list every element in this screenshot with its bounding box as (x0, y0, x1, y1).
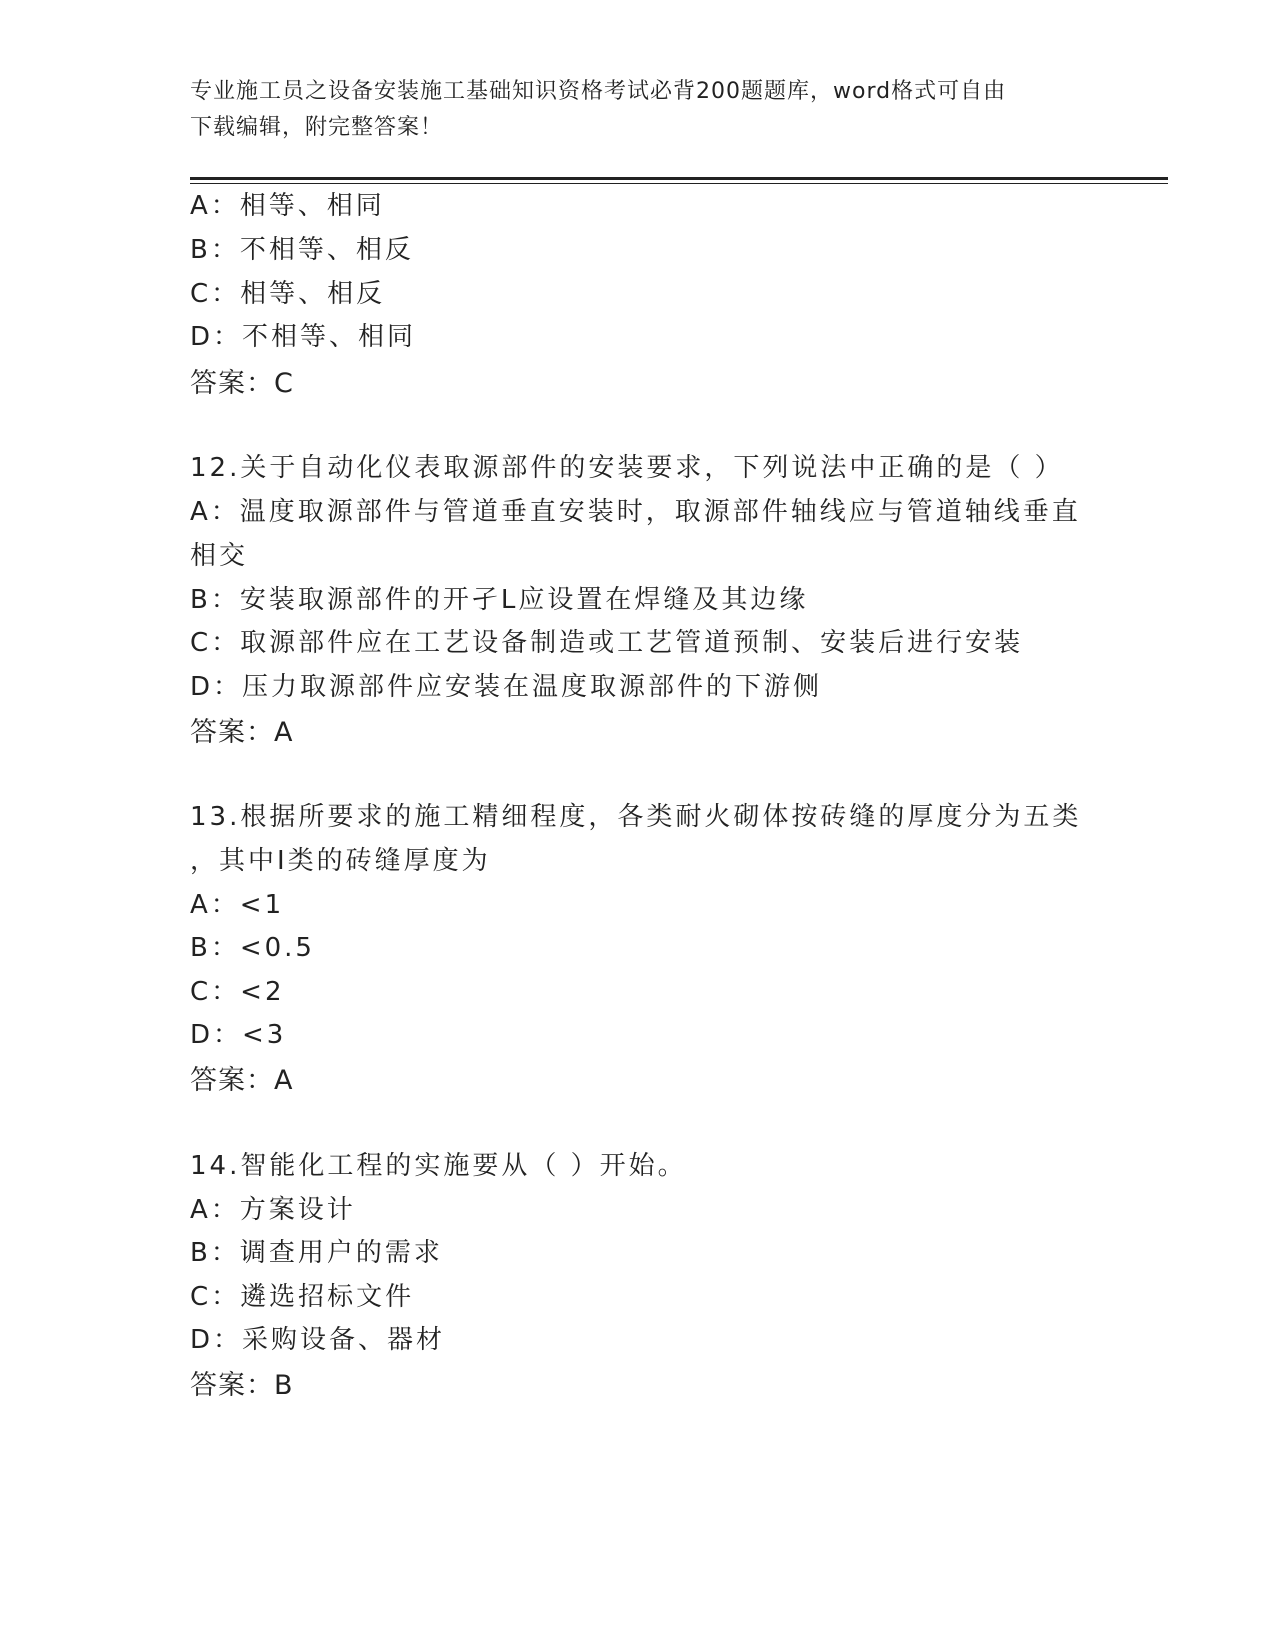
q11-option-d: D：不相等、相同 (190, 322, 417, 352)
q12-answer: 答案：A (190, 717, 294, 748)
q12-option-b: B：安装取源部件的开孑L应设置在焊缝及其边缘 (190, 585, 809, 615)
q11-option-a: A：相等、相同 (190, 191, 385, 221)
q14-option-a: A：方案设计 (190, 1195, 356, 1225)
q14-option-b: B：调查用户的需求 (190, 1238, 443, 1268)
q12-question: 12.关于自动化仪表取源部件的安装要求，下列说法中正确的是（ ） (190, 453, 1064, 483)
q13-question-line-2: ，其中Ⅰ类的砖缝厚度为 (190, 846, 491, 876)
q13-answer: 答案：A (190, 1065, 294, 1096)
q14-answer: 答案：B (190, 1370, 294, 1401)
q13-option-d: D：<3 (190, 1020, 287, 1050)
q13-option-c: C：<2 (190, 977, 285, 1007)
q13-option-b: B：<0.5 (190, 933, 315, 963)
q12-option-c: C：取源部件应在工艺设备制造或工艺管道预制、安装后进行安装 (190, 628, 1024, 658)
q12-option-a-line-1: A：温度取源部件与管道垂直安装时，取源部件轴线应与管道轴线垂直 (190, 497, 1081, 527)
q13-option-a: A：<1 (190, 890, 285, 920)
q12-option-d: D：压力取源部件应安装在温度取源部件的下游侧 (190, 672, 823, 702)
q11-answer: 答案：C (190, 368, 294, 399)
header-divider-thin (190, 183, 1168, 184)
header-divider-thick (190, 177, 1168, 180)
q14-option-c: C：遴选招标文件 (190, 1282, 415, 1312)
q13-question-line-1: 13.根据所要求的施工精细程度，各类耐火砌体按砖缝的厚度分为五类 (190, 802, 1082, 832)
q14-question: 14.智能化工程的实施要从（ ）开始。 (190, 1151, 687, 1181)
q11-option-c: C：相等、相反 (190, 279, 386, 309)
q14-option-d: D：采购设备、器材 (190, 1325, 446, 1355)
header-line-1: 专业施工员之设备安装施工基础知识资格考试必背200题题库，word格式可自由 (190, 79, 1007, 104)
q12-option-a-line-2: 相交 (190, 541, 249, 571)
document-header (190, 74, 1090, 146)
q11-option-b: B：不相等、相反 (190, 235, 414, 265)
header-line-2: 下载编辑，附完整答案！ (190, 115, 444, 140)
